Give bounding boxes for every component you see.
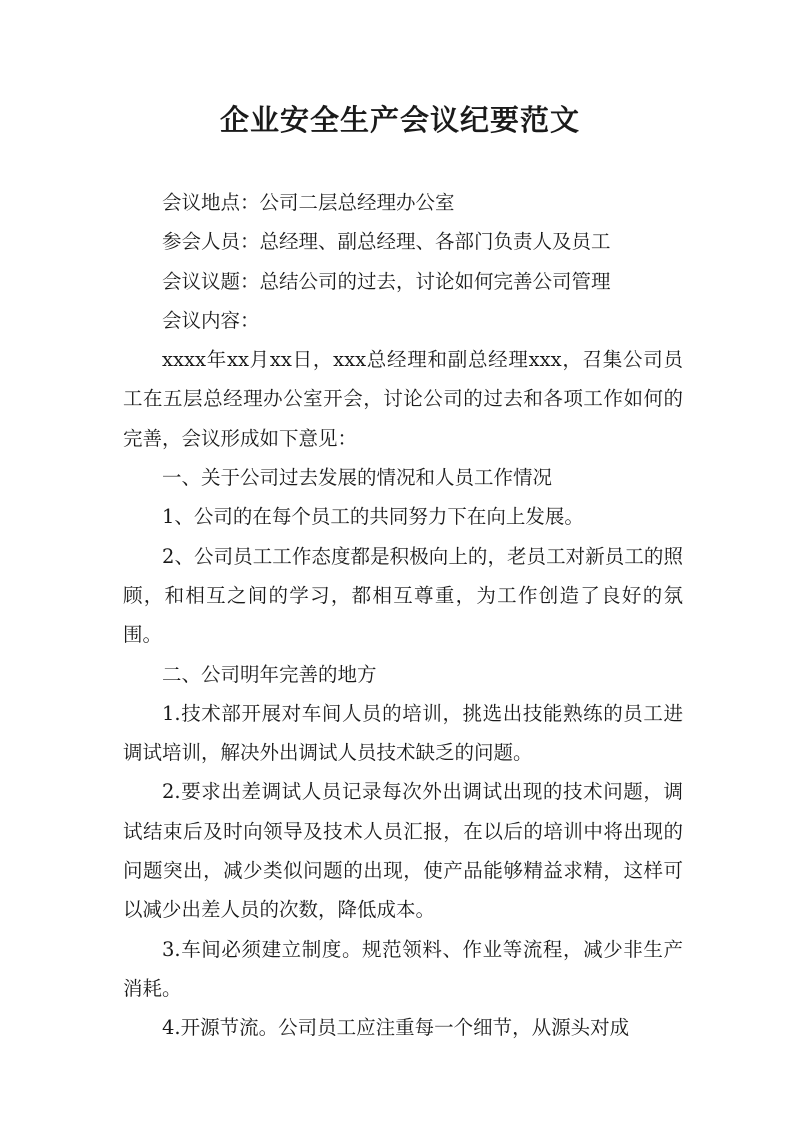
meeting-location: 会议地点：公司二层总经理办公室 [162,191,455,214]
body-paragraph: 3.车间必须建立制度。规范领料、作业等流程，减少非生产消耗。 [123,937,683,1000]
document-body [123,183,683,1048]
section-heading-2: 二、公司明年完善的地方 [162,662,377,686]
body-paragraph: 2.要求出差调试人员记录每次外出调试出现的技术问题，调试结束后及时向领导及技术人员汇报，在以后的培训中将出现的问题突出，减少类似问题的出现，使产品能够精益求精，这样可以减少出差人员的次数，降低成本。 [123,780,683,922]
body-paragraph: 1.技术部开展对车间人员的培训，挑选出技能熟练的员工进调试培训，解决外出调试人员技术缺乏的问题。 [123,701,683,765]
body-paragraph: 2、公司员工工作态度都是积极向上的，老员工对新员工的照顾，和相互之间的学习，都相互尊重，为工作创造了良好的氛围。 [123,544,683,647]
body-paragraph: 1、公司的在每个员工的共同努力下在向上发展。 [162,505,584,529]
body-paragraph: xxxx年xx月xx日，xxx总经理和副总经理xxx，召集公司员工在五层总经理办公室开会，讨论公司的过去和各项工作如何的完善，会议形成如下意见： [123,348,683,450]
meeting-content-heading: 会议内容： [162,308,260,332]
meeting-topic: 会议议题：总结公司的过去，讨论如何完善公司管理 [162,269,611,293]
body-paragraph: 4.开源节流。公司员工应注重每一个细节，从源头对成 [162,1016,630,1040]
document-title: 企业安全生产会议纪要范文 [219,103,580,137]
section-heading-1: 一、关于公司过去发展的情况和人员工作情况 [162,466,553,490]
meeting-attendees: 参会人员：总经理、副总经理、各部门负责人及员工 [162,230,611,254]
